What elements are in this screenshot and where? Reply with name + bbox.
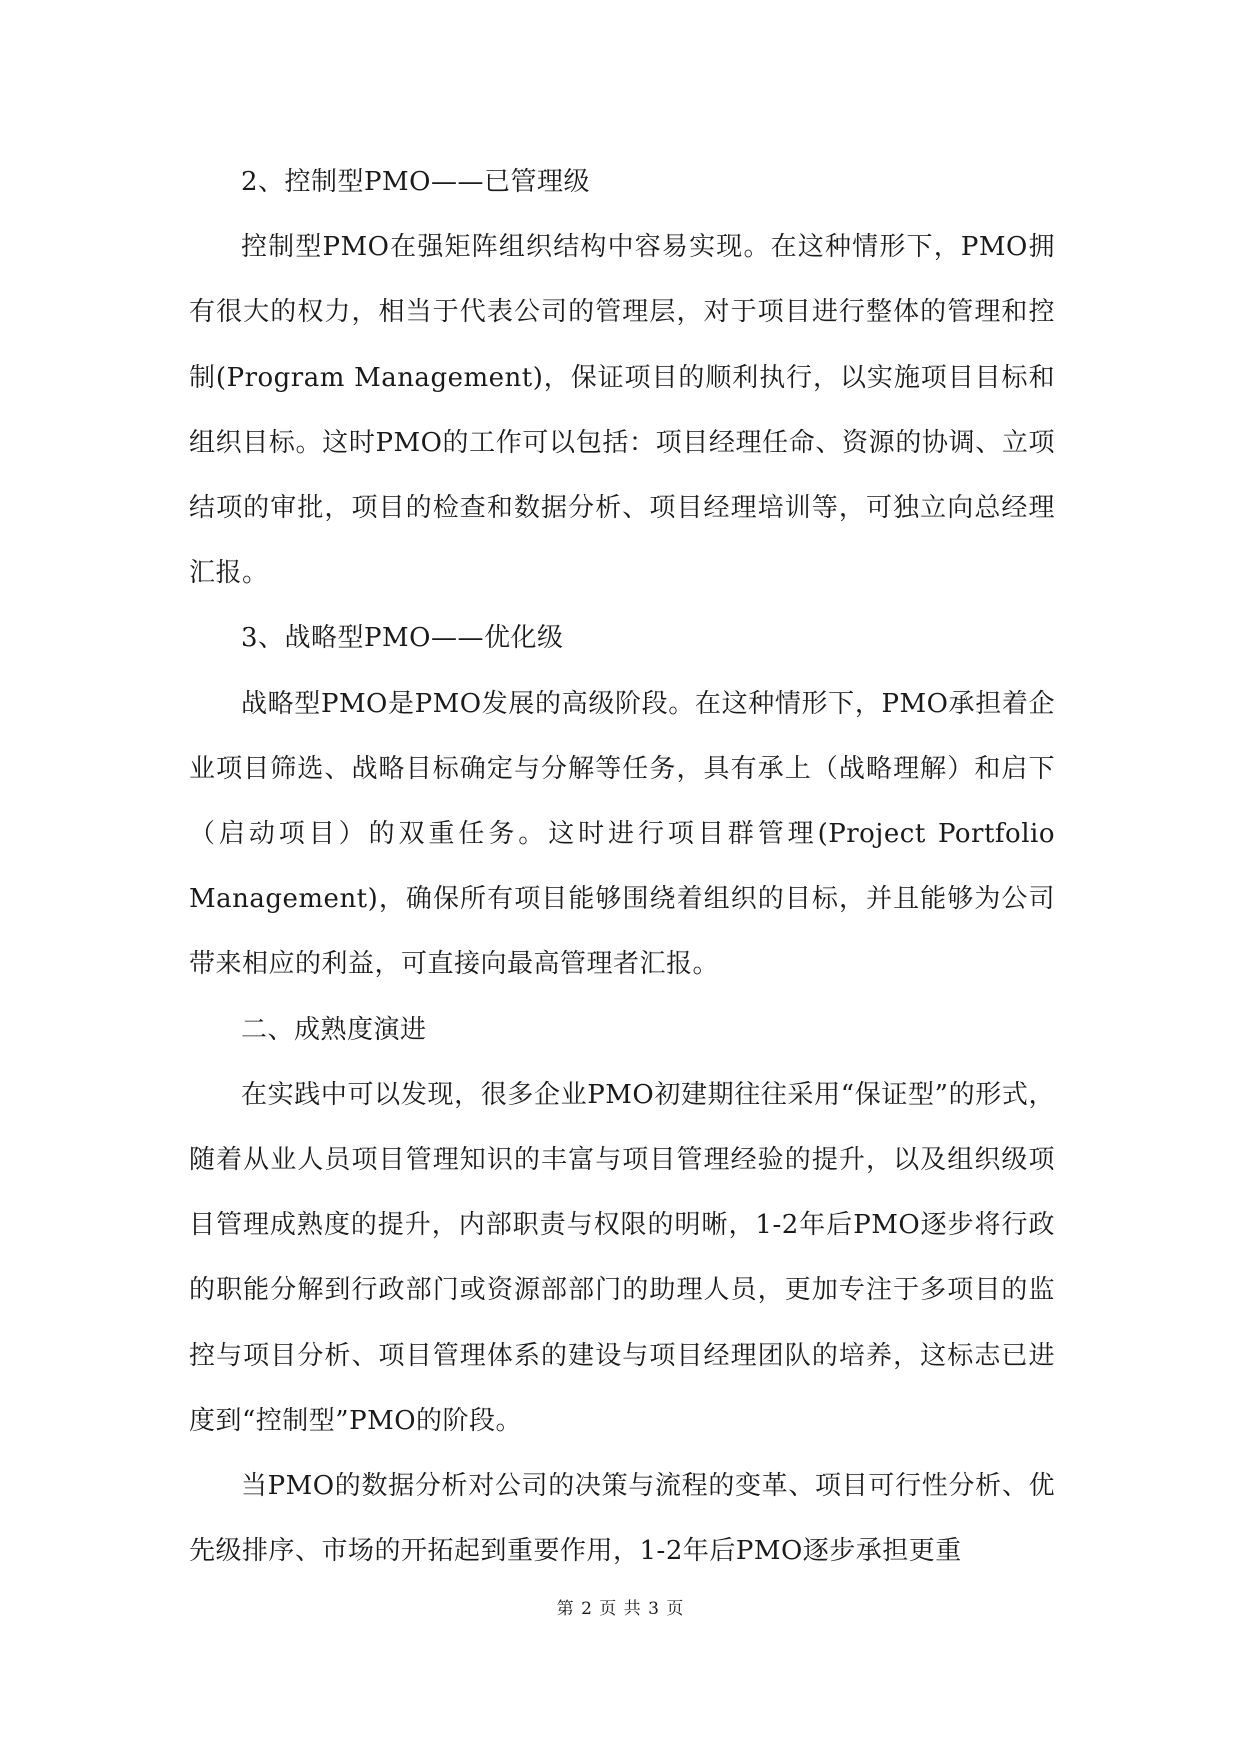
section-heading-maturity-evolution: 二、成熟度演进: [241, 1014, 427, 1045]
page-number-footer: 第 2 页 共 3 页: [556, 1599, 685, 1619]
paragraph-maturity-strategic: 当PMO的数据分析对公司的决策与流程的变革、项目可行性分析、优先级排序、市场的开拓起到重要作用，1-2年后PMO逐步承担更重: [189, 1471, 1055, 1567]
document-body: [189, 150, 1055, 1584]
section-heading-strategic-pmo: 3、战略型PMO——优化级: [241, 623, 564, 654]
paragraph-strategic-pmo: 战略型PMO是PMO发展的高级阶段。在这种情形下，PMO承担着企业项目筛选、战略目标确定与分解等任务，具有承上（战略理解）和启下（启动项目）的双重任务。这时进行项目群管理(Project Portfolio Management)，确保所有项目能够围绕着组织的目标，并且能够为公司带来相应的利益，可直接向最高管理者汇报。: [189, 688, 1055, 980]
paragraph-maturity-practice: 在实践中可以发现，很多企业PMO初建期往往采用“保证型”的形式，随着从业人员项目管理知识的丰富与项目管理经验的提升，以及组织级项目管理成熟度的提升，内部职责与权限的明晰，1-2年后PMO逐步将行政的职能分解到行政部门或资源部部门的助理人员，更加专注于多项目的监控与项目分析、项目管理体系的建设与项目经理团队的培养，这标志已进度到“控制型”PMO的阶段。: [189, 1079, 1055, 1436]
paragraph-controlled-pmo: 控制型PMO在强矩阵组织结构中容易实现。在这种情形下，PMO拥有很大的权力，相当于代表公司的管理层，对于项目进行整体的管理和控制(Program Management)，保证项目的顺利执行，以实施项目目标和组织目标。这时PMO的工作可以包括：项目经理任命、资源的协调、立项结项的审批，项目的检查和数据分析、项目经理培训等，可独立向总经理汇报。: [189, 232, 1055, 589]
section-heading-controlled-pmo: 2、控制型PMO——已管理级: [241, 167, 590, 197]
